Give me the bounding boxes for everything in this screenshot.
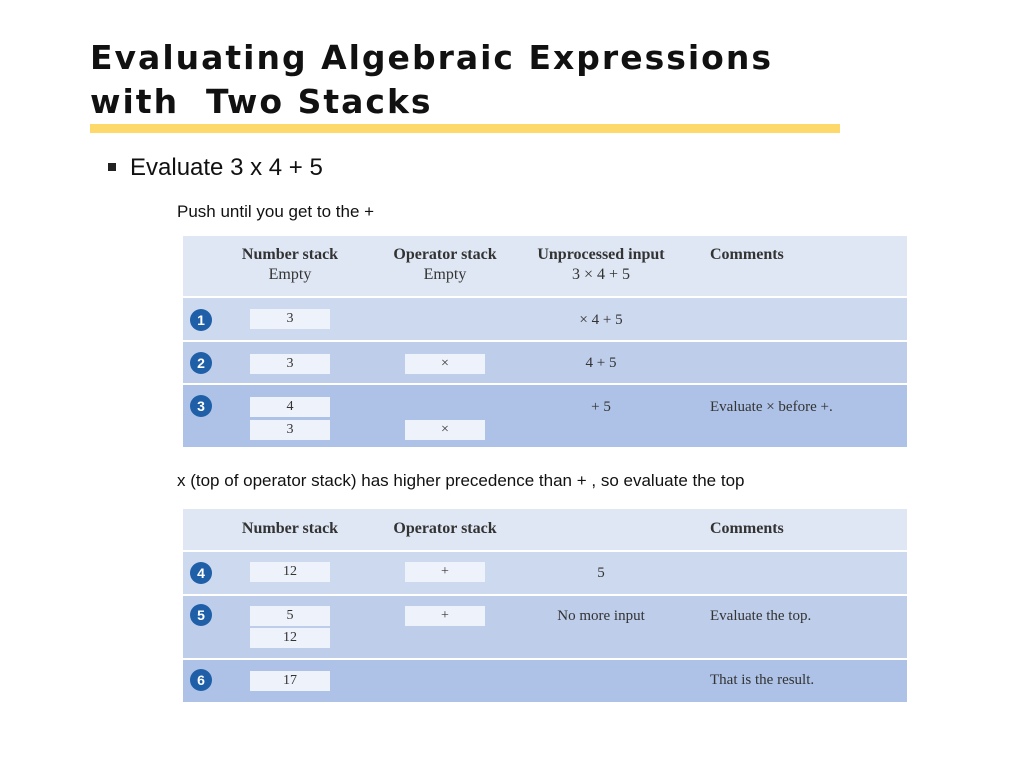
table-row xyxy=(183,552,907,596)
title-line-2: with Two Stacks xyxy=(90,82,433,121)
operator-stack-cell: + xyxy=(405,562,485,582)
unprocessed-input-cell: × 4 + 5 xyxy=(579,312,623,328)
bullet-square-icon xyxy=(108,163,116,171)
stack-table-1 xyxy=(183,236,907,447)
header-number-stack: Number stack Empty xyxy=(230,245,350,285)
stack-table-2 xyxy=(183,509,907,702)
header-operator-stack: Operator stack xyxy=(393,520,497,537)
table-row xyxy=(183,660,907,702)
bullet-item xyxy=(108,153,323,183)
header-number-stack: Number stack xyxy=(241,520,339,537)
comment-cell: Evaluate the top. xyxy=(710,608,812,624)
number-stack-cell: 3 xyxy=(250,354,330,374)
step-6-icon: 6 xyxy=(190,669,212,691)
unprocessed-input-cell: + 5 xyxy=(591,399,611,415)
step-1-icon: 1 xyxy=(190,309,212,331)
table1-header-row xyxy=(183,236,907,298)
title-line-1: Evaluating Algebraic Expressions xyxy=(90,38,773,77)
step-3-icon: 3 xyxy=(190,395,212,417)
number-stack-cell: 12 xyxy=(250,562,330,582)
number-stack-cell: 4 xyxy=(250,397,330,417)
header-number-stack-sub: Empty xyxy=(268,266,312,283)
step-5-icon: 5 xyxy=(190,604,212,626)
operator-stack-cell: × xyxy=(405,420,485,440)
header-unprocessed-input: Unprocessed input 3 × 4 + 5 xyxy=(521,245,681,285)
title-underline xyxy=(90,124,840,133)
number-stack-cell: 12 xyxy=(250,628,330,648)
unprocessed-input-cell: 5 xyxy=(597,565,605,581)
header-unprocessed-input-sub: 3 × 4 + 5 xyxy=(571,266,631,283)
comment-cell: That is the result. xyxy=(710,672,815,688)
number-stack-cell: 3 xyxy=(250,309,330,329)
operator-stack-cell: + xyxy=(405,606,485,626)
bullet-text: Evaluate 3 x 4 + 5 xyxy=(130,154,323,181)
table-row xyxy=(183,342,907,385)
header-comments: Comments xyxy=(710,520,784,537)
header-operator-stack: Operator stack Empty xyxy=(385,245,505,285)
page-title xyxy=(90,36,773,124)
table-row xyxy=(183,596,907,660)
header-comments: Comments xyxy=(710,246,784,263)
number-stack-cell: 5 xyxy=(250,606,330,626)
header-operator-stack-sub: Empty xyxy=(423,266,467,283)
operator-stack-cell: × xyxy=(405,354,485,374)
table-row xyxy=(183,298,907,342)
table2-header-row xyxy=(183,509,907,552)
number-stack-cell: 17 xyxy=(250,671,330,691)
step-4-icon: 4 xyxy=(190,562,212,584)
unprocessed-input-cell: 4 + 5 xyxy=(585,355,617,371)
note-push: Push until you get to the + xyxy=(177,202,375,221)
step-2-icon: 2 xyxy=(190,352,212,374)
comment-cell: Evaluate × before +. xyxy=(710,399,833,415)
number-stack-cell: 3 xyxy=(250,420,330,440)
unprocessed-input-cell: No more input xyxy=(557,608,645,624)
table-row xyxy=(183,385,907,447)
note-precedence: x (top of operator stack) has higher precedence than + , so evaluate the top xyxy=(177,471,745,490)
